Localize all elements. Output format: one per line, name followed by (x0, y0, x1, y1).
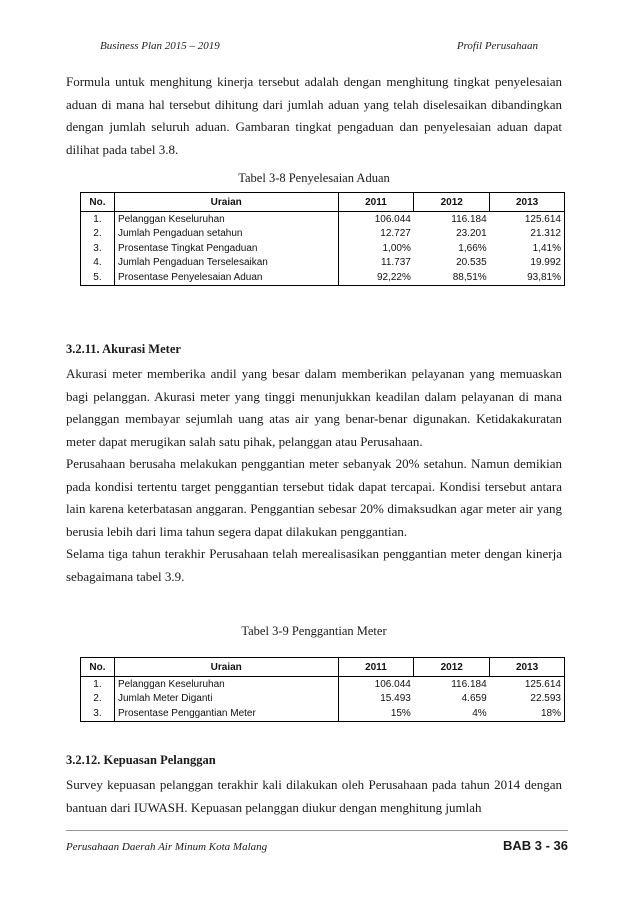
page-header (100, 40, 538, 52)
cell-2013: 125.614 (490, 677, 565, 692)
cell-2012: 23.201 (456, 228, 487, 240)
table-row (81, 270, 565, 285)
col-header-uraian: Uraian (114, 658, 338, 677)
col-header-uraian: Uraian (114, 193, 338, 212)
cell-no: 3. (81, 706, 115, 721)
col-header-no: No. (81, 193, 115, 212)
cell-no: 2. (81, 692, 115, 707)
cell-2011: 15% (338, 706, 414, 721)
table-row (81, 692, 565, 707)
cell-uraian: Jumlah Meter Diganti (114, 692, 338, 707)
cell-2013: 19.992 (490, 256, 565, 271)
cell-2012: 88,51% (414, 270, 490, 285)
paragraph-text: Selama tiga tahun terakhir Perusahaan telah merealisasikan penggantian meter dengan kinerja sebagaimana tabel 3.9. (66, 546, 562, 584)
cell-no: 2. (81, 227, 115, 242)
cell-uraian: Pelanggan Keseluruhan (114, 212, 338, 227)
cell-no: 1. (81, 212, 115, 227)
cell-no: 4. (81, 256, 115, 271)
col-header-2012: 2012 (414, 658, 490, 677)
cell-2011: 106.044 (374, 678, 411, 690)
table-3-8-wrap (80, 192, 565, 286)
col-header-2012: 2012 (414, 193, 490, 212)
table-row (81, 212, 565, 227)
col-header-2011: 2011 (338, 193, 414, 212)
footer-company: Perusahaan Daerah Air Minum Kota Malang (66, 841, 268, 853)
cell-uraian: Pelanggan Keseluruhan (114, 677, 338, 692)
paragraph-text: Formula untuk menghitung kinerja tersebut adalah dengan menghitung tingkat penyelesaian aduan di mana hal tersebut dihitung dari jumlah aduan yang telah diselesaikan dibandingkan dengan jumlah seluruh aduan. Gambaran tingkat pengaduan dan penyelesaian aduan dapat dilihat pada tabel 3.8. (66, 74, 562, 157)
cell-uraian: Jumlah Pengaduan setahun (114, 227, 338, 242)
cell-uraian: Prosentase Tingkat Pengaduan (114, 241, 338, 256)
col-header-no: No. (81, 658, 115, 677)
section-heading: 3.2.11. Akurasi Meter (66, 342, 181, 356)
cell-2012: 20.535 (456, 257, 487, 269)
cell-uraian: Jumlah Pengaduan Terselesaikan (114, 256, 338, 271)
col-header-2011: 2011 (338, 658, 414, 677)
paragraph-text: Perusahaan berusaha melakukan penggantian meter sebanyak 20% setahun. Namun demikian pada kondisi tertentu target penggantian tersebut tidak dapat tercapai. Kondisi tersebut antara lain karena keterbatasan anggaran. Penggantian sebesar 20% dimaksudkan agar meter air yang berusia lebih dari lima tahun segera dapat dilakukan penggantian. (66, 456, 562, 539)
cell-2011: 106.044 (374, 213, 411, 225)
table-3-8-caption-wrap (66, 171, 562, 186)
cell-no: 5. (81, 270, 115, 285)
cell-2011: 1,00% (382, 242, 411, 254)
cell-2011: 92,22% (338, 270, 414, 285)
table-3-8-caption: Tabel 3-8 Penyelesaian Aduan (238, 171, 390, 185)
table-3-9-wrap (80, 657, 565, 722)
table-row (81, 706, 565, 721)
paragraph-formula (66, 71, 562, 161)
cell-2012: 1,66% (458, 242, 487, 254)
cell-no: 1. (81, 677, 115, 692)
table-3-9 (80, 657, 565, 722)
cell-uraian: Prosentase Penggantian Meter (114, 706, 338, 721)
table-header-row (81, 193, 565, 212)
cell-2011: 11.737 (381, 257, 411, 269)
page-footer (66, 830, 568, 853)
cell-2013: 1,41% (490, 241, 565, 256)
cell-no: 3. (81, 241, 115, 256)
cell-2012: 116.184 (451, 678, 487, 690)
table-header-row (81, 658, 565, 677)
col-header-2013: 2013 (490, 658, 565, 677)
paragraph-text: Survey kepuasan pelanggan terakhir kali dilakukan oleh Perusahaan pada tahun 2014 dengan bantuan dari IUWASH. Kepuasan pelanggan diukur dengan menghitung jumlah (66, 777, 562, 815)
cell-2013: 22.593 (490, 692, 565, 707)
cell-2011: 15.493 (380, 693, 411, 705)
cell-2012: 4% (414, 706, 490, 721)
table-3-9-caption: Tabel 3-9 Penggantian Meter (241, 624, 387, 638)
cell-2011: 12.727 (380, 228, 411, 240)
cell-2013: 21.312 (490, 227, 565, 242)
page-number: BAB 3 - 36 (502, 838, 568, 853)
table-row (81, 227, 565, 242)
cell-2012: 4.659 (461, 693, 487, 705)
section-akurasi-meter (66, 342, 562, 588)
section-heading: 3.2.12. Kepuasan Pelanggan (66, 753, 216, 767)
cell-2013: 18% (490, 706, 565, 721)
cell-2013: 125.614 (490, 212, 565, 227)
table-row (81, 241, 565, 256)
col-header-2013: 2013 (490, 193, 565, 212)
cell-uraian: Prosentase Penyelesaian Aduan (114, 270, 338, 285)
header-doc-title: Business Plan 2015 – 2019 (100, 40, 220, 52)
table-row (81, 256, 565, 271)
cell-2012: 116.184 (451, 213, 487, 225)
table-row (81, 677, 565, 692)
table-3-8 (80, 192, 565, 286)
table-3-9-caption-wrap (66, 624, 562, 639)
section-kepuasan-pelanggan (66, 753, 562, 819)
paragraph-text: Akurasi meter memberika andil yang besar dalam memberikan pelayanan yang memuaskan bagi pelanggan. Akurasi meter yang tinggi menunjukkan keadilan dalam pelayanan di mana pelanggan membayar sejumlah uang atas air yang benar-benar digunakan. Ketidakakuratan meter dapat merugikan salah satu pihak, pelanggan atau Perusahaan. (66, 366, 562, 449)
header-section-title: Profil Perusahaan (456, 40, 538, 52)
cell-2013: 93,81% (490, 270, 565, 285)
